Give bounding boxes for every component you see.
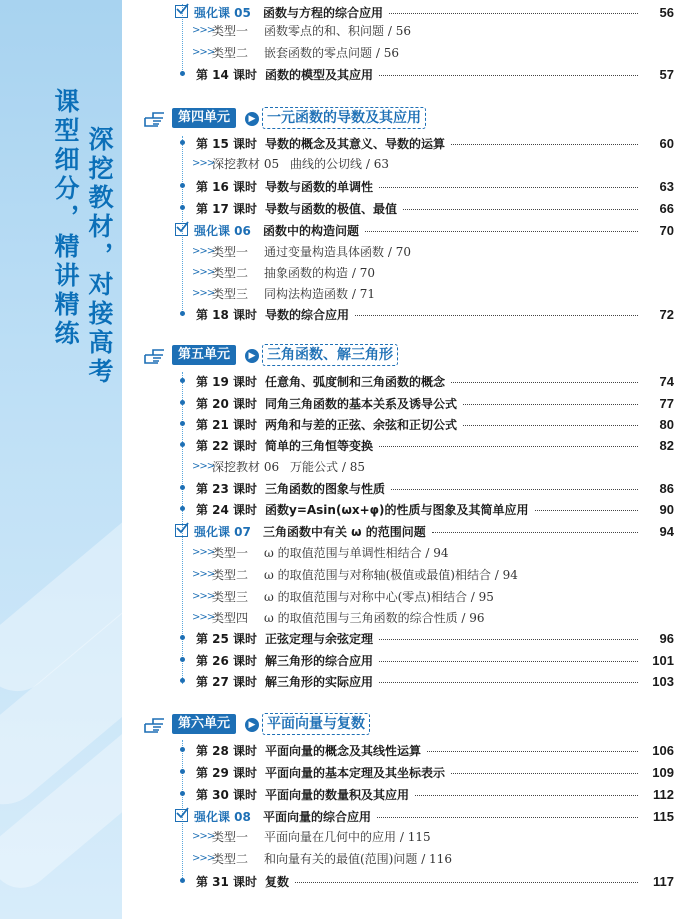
lesson-entry[interactable] <box>130 740 674 760</box>
page-number: 90 <box>659 501 674 517</box>
bullet-dot <box>180 769 185 774</box>
slash-separator: / <box>338 459 350 474</box>
lesson-title: 导数的概念及其意义、导数的运算 <box>265 136 446 151</box>
reinforce-number: 强化课 05 <box>194 5 251 20</box>
lesson-title: 函数的模型及其应用 <box>265 67 374 82</box>
subtopic-title <box>264 22 411 39</box>
slash-separator: / <box>417 851 430 866</box>
reinforce-entry[interactable] <box>130 806 674 826</box>
bullet-dot <box>180 183 185 188</box>
reinforce-title: 平面向量的综合应用 <box>263 809 372 824</box>
bullet-dot <box>180 747 185 752</box>
triple-arrow-icon: >>> <box>192 245 215 257</box>
dotted-leader <box>377 817 638 818</box>
lesson-title: 复数 <box>265 874 290 889</box>
page-number: 103 <box>652 673 674 689</box>
bullet-dot <box>180 140 185 145</box>
lesson-title: 平面向量的概念及其线性运算 <box>265 743 422 758</box>
lesson-number: 第 28 课时 <box>196 743 258 758</box>
dotted-leader <box>379 682 638 683</box>
page-number: 56 <box>383 45 399 60</box>
lesson-entry[interactable] <box>130 628 674 648</box>
bullet-dot <box>180 657 185 662</box>
lesson-title: 简单的三角恒等变换 <box>265 438 374 453</box>
slash-separator: / <box>384 23 396 38</box>
lesson-entry[interactable] <box>130 371 674 391</box>
unit-arrow-icon: ▶ <box>244 111 260 127</box>
lesson-number: 第 29 课时 <box>196 765 258 780</box>
triple-arrow-icon: >>> <box>192 46 215 58</box>
lesson-number: 第 21 课时 <box>196 417 258 432</box>
subtopic-title-text: 和向量有关的最值(范围)问题 <box>264 851 418 866</box>
triple-arrow-icon: >>> <box>192 24 215 36</box>
slash-separator: / <box>362 156 374 171</box>
lesson-entry[interactable] <box>130 499 674 519</box>
lesson-title: 平面向量的数量积及其应用 <box>265 787 410 802</box>
page-number: 96 <box>469 610 485 625</box>
lesson-number: 第 18 课时 <box>196 307 258 322</box>
lesson-entry[interactable] <box>130 650 674 670</box>
unit-title: 三角函数、解三角形 <box>262 344 398 366</box>
subtopic-title <box>264 609 485 626</box>
lesson-number: 第 31 课时 <box>196 874 258 889</box>
subtopic-label: 深挖教材 06 <box>212 459 280 474</box>
subtopic-label: 类型四 <box>212 610 249 625</box>
page-number: 57 <box>659 66 674 82</box>
bullet-dot <box>180 678 185 683</box>
page-number: 60 <box>659 135 674 151</box>
lesson-entry[interactable] <box>130 762 674 782</box>
bullet-dot <box>180 421 185 426</box>
dotted-leader <box>355 315 638 316</box>
checkbox-icon <box>175 5 188 18</box>
page-number: 116 <box>429 851 452 866</box>
subtopic-entry[interactable] <box>130 42 670 62</box>
page-number: 80 <box>659 416 674 432</box>
reinforce-title: 函数与方程的综合应用 <box>263 5 384 20</box>
dotted-leader <box>379 75 638 76</box>
slash-separator: / <box>457 610 470 625</box>
subtopic-entry[interactable] <box>130 826 670 846</box>
subtopic-label: 类型一 <box>212 829 249 844</box>
dotted-leader <box>463 425 638 426</box>
bullet-dot <box>180 485 185 490</box>
subtopic-title-text: 同构法构造函数 <box>264 286 349 301</box>
subtopic-title-text: 嵌套函数的零点问题 <box>264 45 373 60</box>
pointing-hand-icon <box>144 109 166 129</box>
unit-title: 平面向量与复数 <box>262 713 370 735</box>
subtopic-label: 类型一 <box>212 23 249 38</box>
lesson-number: 第 16 课时 <box>196 179 258 194</box>
slogan-line-2: 深挖教材，对接高考 <box>85 126 114 387</box>
page-number: 109 <box>652 764 674 780</box>
page-number: 94 <box>433 545 449 560</box>
subtopic-entry[interactable] <box>130 542 670 562</box>
subtopic-label: 类型一 <box>212 545 249 560</box>
lesson-number: 第 24 课时 <box>196 502 258 517</box>
lesson-title: 任意角、弧度制和三角函数的概念 <box>265 374 446 389</box>
lesson-entry[interactable] <box>130 64 674 84</box>
lesson-number: 第 15 课时 <box>196 136 258 151</box>
subtopic-title <box>264 243 411 260</box>
triple-arrow-icon: >>> <box>192 611 215 623</box>
lesson-number: 第 19 课时 <box>196 374 258 389</box>
subtopic-title-text: 函数零点的和、积问题 <box>264 23 385 38</box>
lesson-entry[interactable] <box>130 435 674 455</box>
dotted-leader <box>463 404 638 405</box>
lesson-title: 导数与函数的单调性 <box>265 179 374 194</box>
slash-separator: / <box>466 589 479 604</box>
page-number: 115 <box>407 829 431 844</box>
checkbox-icon <box>175 223 188 236</box>
lesson-title: 平面向量的基本定理及其坐标表示 <box>265 765 446 780</box>
slash-separator: / <box>490 567 503 582</box>
subtopic-title-text: ω 的取值范围与对称中心(零点)相结合 <box>264 589 467 604</box>
lesson-entry[interactable] <box>130 871 674 891</box>
dotted-leader <box>379 661 638 662</box>
dotted-leader <box>427 751 638 752</box>
reinforce-number: 强化课 06 <box>194 223 251 238</box>
lesson-entry[interactable] <box>130 784 674 804</box>
subtopic-title-text: ω 的取值范围与单调性相结合 <box>264 545 422 560</box>
subtopic-entry[interactable] <box>130 20 670 40</box>
page-number: 72 <box>659 306 674 322</box>
subtopic-title <box>290 458 365 475</box>
page-number: 94 <box>502 567 518 582</box>
subtopic-title-text: 通过变量构造具体函数 <box>264 244 385 259</box>
bullet-dot <box>180 442 185 447</box>
reinforce-title: 三角函数中有关 ω 的范围问题 <box>263 524 426 539</box>
lesson-number: 第 17 课时 <box>196 201 258 216</box>
subtopic-title <box>264 285 375 302</box>
triple-arrow-icon: >>> <box>192 568 215 580</box>
subtopic-title <box>264 850 452 867</box>
subtopic-label: 类型二 <box>212 567 249 582</box>
page-number: 63 <box>373 156 389 171</box>
reinforce-number: 强化课 08 <box>194 809 251 824</box>
page-number: 112 <box>653 786 674 802</box>
lesson-entry[interactable] <box>130 304 674 324</box>
unit-label: 第五单元 <box>172 345 236 365</box>
page-number: 117 <box>653 873 674 889</box>
checkbox-icon <box>175 809 188 822</box>
subtopic-entry[interactable] <box>130 153 670 173</box>
page-number: 71 <box>359 286 375 301</box>
page-number: 85 <box>349 459 365 474</box>
subtopic-title <box>264 544 449 561</box>
lesson-number: 第 23 课时 <box>196 481 258 496</box>
subtopic-title <box>290 155 389 172</box>
bullet-dot <box>180 635 185 640</box>
bullet-dot <box>180 506 185 511</box>
triple-arrow-icon: >>> <box>192 852 215 864</box>
page-number: 70 <box>395 244 411 259</box>
lesson-title: 解三角形的综合应用 <box>265 653 374 668</box>
pointing-hand-icon <box>144 715 166 735</box>
dotted-leader <box>379 446 638 447</box>
subtopic-entry[interactable] <box>130 607 670 627</box>
page-number: 94 <box>659 523 674 539</box>
subtopic-label: 类型三 <box>212 286 249 301</box>
page-number: 63 <box>659 178 674 194</box>
dotted-leader <box>451 144 638 145</box>
subtopic-entry[interactable] <box>130 283 670 303</box>
lesson-number: 第 27 课时 <box>196 674 258 689</box>
lesson-number: 第 22 课时 <box>196 438 258 453</box>
lesson-title: 导数与函数的极值、最值 <box>265 201 398 216</box>
dotted-leader <box>432 532 638 533</box>
bullet-dot <box>180 205 185 210</box>
dotted-leader <box>379 187 638 188</box>
lesson-number: 第 30 课时 <box>196 787 258 802</box>
triple-arrow-icon: >>> <box>192 287 215 299</box>
subtopic-label: 类型二 <box>212 851 249 866</box>
dotted-leader <box>415 795 638 796</box>
triple-arrow-icon: >>> <box>192 590 215 602</box>
unit-arrow-icon: ▶ <box>244 348 260 364</box>
lesson-number: 第 26 课时 <box>196 653 258 668</box>
subtopic-entry[interactable] <box>130 586 670 606</box>
subtopic-title <box>264 44 399 61</box>
bullet-dot <box>180 791 185 796</box>
subtopic-title-text: 抽象函数的构造 <box>264 265 349 280</box>
lesson-title: 三角函数的图象与性质 <box>265 481 386 496</box>
slash-separator: / <box>384 244 396 259</box>
dotted-leader <box>403 209 638 210</box>
lesson-title: 同角三角函数的基本关系及诱导公式 <box>265 396 458 411</box>
page-number: 95 <box>478 589 494 604</box>
reinforce-entry[interactable] <box>130 220 674 240</box>
lesson-title: 导数的综合应用 <box>265 307 350 322</box>
subtopic-title-text: ω 的取值范围与三角函数的综合性质 <box>264 610 458 625</box>
dotted-leader <box>451 773 638 774</box>
page-number: 70 <box>359 265 375 280</box>
lesson-title: 函数y=Asin(ωx+φ)的性质与图象及其简单应用 <box>265 502 529 517</box>
reinforce-title: 函数中的构造问题 <box>263 223 360 238</box>
dotted-leader <box>365 231 638 232</box>
slash-separator: / <box>372 45 384 60</box>
subtopic-title-text: 平面向量在几何中的应用 <box>264 829 397 844</box>
unit-label: 第六单元 <box>172 714 236 734</box>
slash-separator: / <box>396 829 408 844</box>
subtopic-title <box>264 566 518 583</box>
subtopic-label: 类型二 <box>212 45 249 60</box>
page-number: 70 <box>659 222 674 238</box>
lesson-entry[interactable] <box>130 478 674 498</box>
lesson-title: 解三角形的实际应用 <box>265 674 374 689</box>
subtopic-title <box>264 828 431 845</box>
subtopic-label: 类型二 <box>212 265 249 280</box>
pointing-hand-icon <box>144 346 166 366</box>
dotted-leader <box>391 489 638 490</box>
triple-arrow-icon: >>> <box>192 546 215 558</box>
lesson-entry[interactable] <box>130 176 674 196</box>
lesson-number: 第 25 课时 <box>196 631 258 646</box>
page-number: 56 <box>395 23 411 38</box>
page-number: 74 <box>659 373 674 389</box>
checkbox-icon <box>175 524 188 537</box>
lesson-entry[interactable] <box>130 414 674 434</box>
page-number: 96 <box>659 630 674 646</box>
unit-label: 第四单元 <box>172 108 236 128</box>
subtopic-entry[interactable] <box>130 564 670 584</box>
bullet-dot <box>180 400 185 405</box>
dotted-leader <box>535 510 638 511</box>
subtopic-entry[interactable] <box>130 848 670 868</box>
subtopic-label: 类型一 <box>212 244 249 259</box>
triple-arrow-icon: >>> <box>192 830 215 842</box>
bullet-dot <box>180 71 185 76</box>
subtopic-entry[interactable] <box>130 262 670 282</box>
slash-separator: / <box>421 545 434 560</box>
subtopic-title-text: 曲线的公切线 <box>290 156 363 171</box>
reinforce-entry[interactable] <box>130 2 674 22</box>
unit-title: 一元函数的导数及其应用 <box>262 107 426 129</box>
subtopic-entry[interactable] <box>130 241 670 261</box>
sidebar-banner <box>0 0 122 919</box>
page-number: 106 <box>652 742 674 758</box>
subtopic-title <box>264 588 494 605</box>
subtopic-title-text: ω 的取值范围与对称轴(极值或最值)相结合 <box>264 567 491 582</box>
subtopic-label: 类型三 <box>212 589 249 604</box>
triple-arrow-icon: >>> <box>192 266 215 278</box>
triple-arrow-icon: >>> <box>192 157 215 169</box>
page-number: 82 <box>659 437 674 453</box>
lesson-title: 正弦定理与余弦定理 <box>265 631 374 646</box>
bullet-dot <box>180 378 185 383</box>
page-number: 77 <box>659 395 674 411</box>
triple-arrow-icon: >>> <box>192 460 215 472</box>
lesson-entry[interactable] <box>130 198 674 218</box>
dotted-leader <box>389 13 638 14</box>
subtopic-title <box>264 264 375 281</box>
page-number: 56 <box>659 4 674 20</box>
page-number: 115 <box>653 808 674 824</box>
subtopic-title-text: 万能公式 <box>290 459 339 474</box>
slash-separator: / <box>348 286 360 301</box>
bullet-dot <box>180 878 185 883</box>
slogan-line-1: 课型细分，精讲精练 <box>51 88 80 349</box>
page-number: 86 <box>659 480 674 496</box>
unit-arrow-icon: ▶ <box>244 717 260 733</box>
lesson-entry[interactable] <box>130 671 674 691</box>
lesson-number: 第 14 课时 <box>196 67 258 82</box>
lesson-number: 第 20 课时 <box>196 396 258 411</box>
dotted-leader <box>379 639 638 640</box>
lesson-entry[interactable] <box>130 393 674 413</box>
subtopic-entry[interactable] <box>130 456 670 476</box>
dotted-leader <box>295 882 638 883</box>
slash-separator: / <box>348 265 360 280</box>
page-number: 66 <box>659 200 674 216</box>
lesson-entry[interactable] <box>130 133 674 153</box>
lesson-title: 两角和与差的正弦、余弦和正切公式 <box>265 417 458 432</box>
subtopic-label: 深挖教材 05 <box>212 156 280 171</box>
table-of-contents <box>130 0 700 919</box>
bullet-dot <box>180 311 185 316</box>
reinforce-number: 强化课 07 <box>194 524 251 539</box>
page-number: 101 <box>652 652 674 668</box>
dotted-leader <box>451 382 638 383</box>
reinforce-entry[interactable] <box>130 521 674 541</box>
